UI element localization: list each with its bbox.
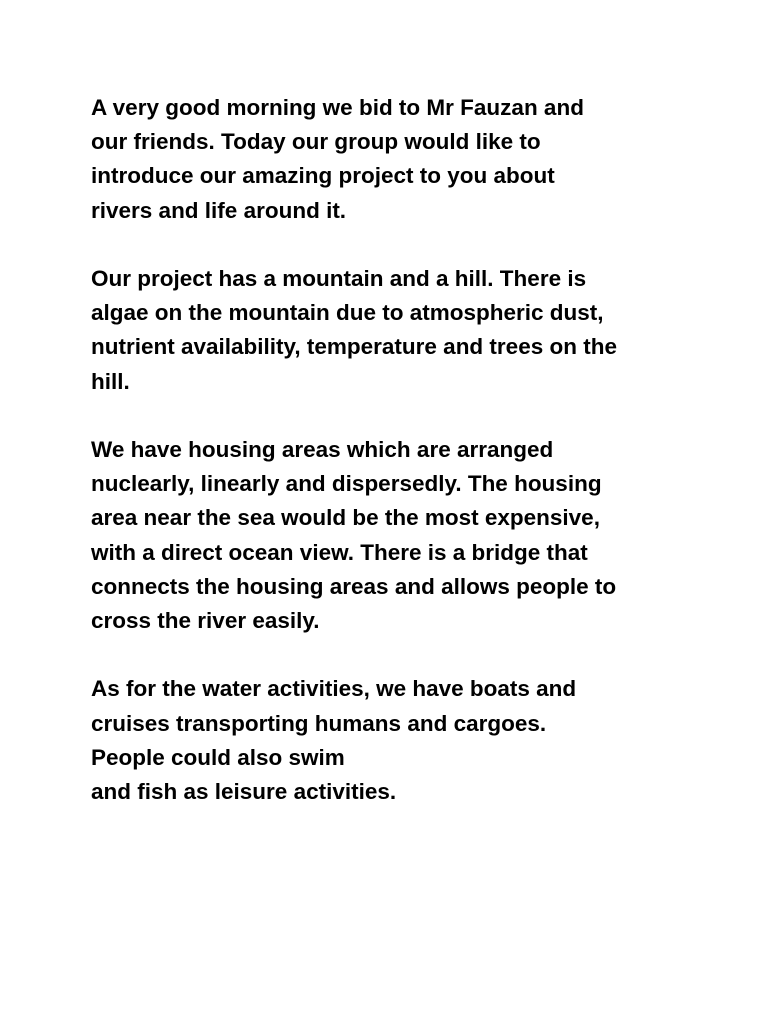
text-line: connects the housing areas and allows people to <box>91 573 617 599</box>
text-line: A very good morning we bid to Mr Fauzan and <box>91 95 584 120</box>
text-line: People could also swim <box>91 744 345 770</box>
text-line: our friends. Today our group would like to <box>91 129 541 155</box>
text-line: cruises transporting humans and cargoes. <box>91 710 547 736</box>
paragraph-mountain <box>91 262 691 399</box>
text-line: with a direct ocean view. There is a bridge that <box>91 539 588 565</box>
text-line: nuclearly, linearly and dispersedly. The housing <box>91 471 602 497</box>
text-line: rivers and life around it. <box>91 197 347 223</box>
text-line: and fish as leisure activities. <box>91 779 397 805</box>
text-line: We have housing areas which are arranged <box>91 437 554 462</box>
text-line: introduce our amazing project to you about <box>91 163 555 189</box>
text-line: algae on the mountain due to atmospheric dust, <box>91 300 604 326</box>
text-line: cross the river easily. <box>91 608 320 634</box>
text-line: Our project has a mountain and a hill. There is <box>91 266 587 291</box>
text-line: hill. <box>91 368 130 394</box>
text-line: nutrient availability, temperature and trees on the <box>91 334 617 360</box>
document-body <box>91 91 691 843</box>
text-line: area near the sea would be the most expensive, <box>91 505 600 531</box>
paragraph-water-activities <box>91 672 691 809</box>
paragraph-housing <box>91 433 691 638</box>
text-line: As for the water activities, we have boats and <box>91 676 577 702</box>
paragraph-greeting <box>91 91 691 228</box>
